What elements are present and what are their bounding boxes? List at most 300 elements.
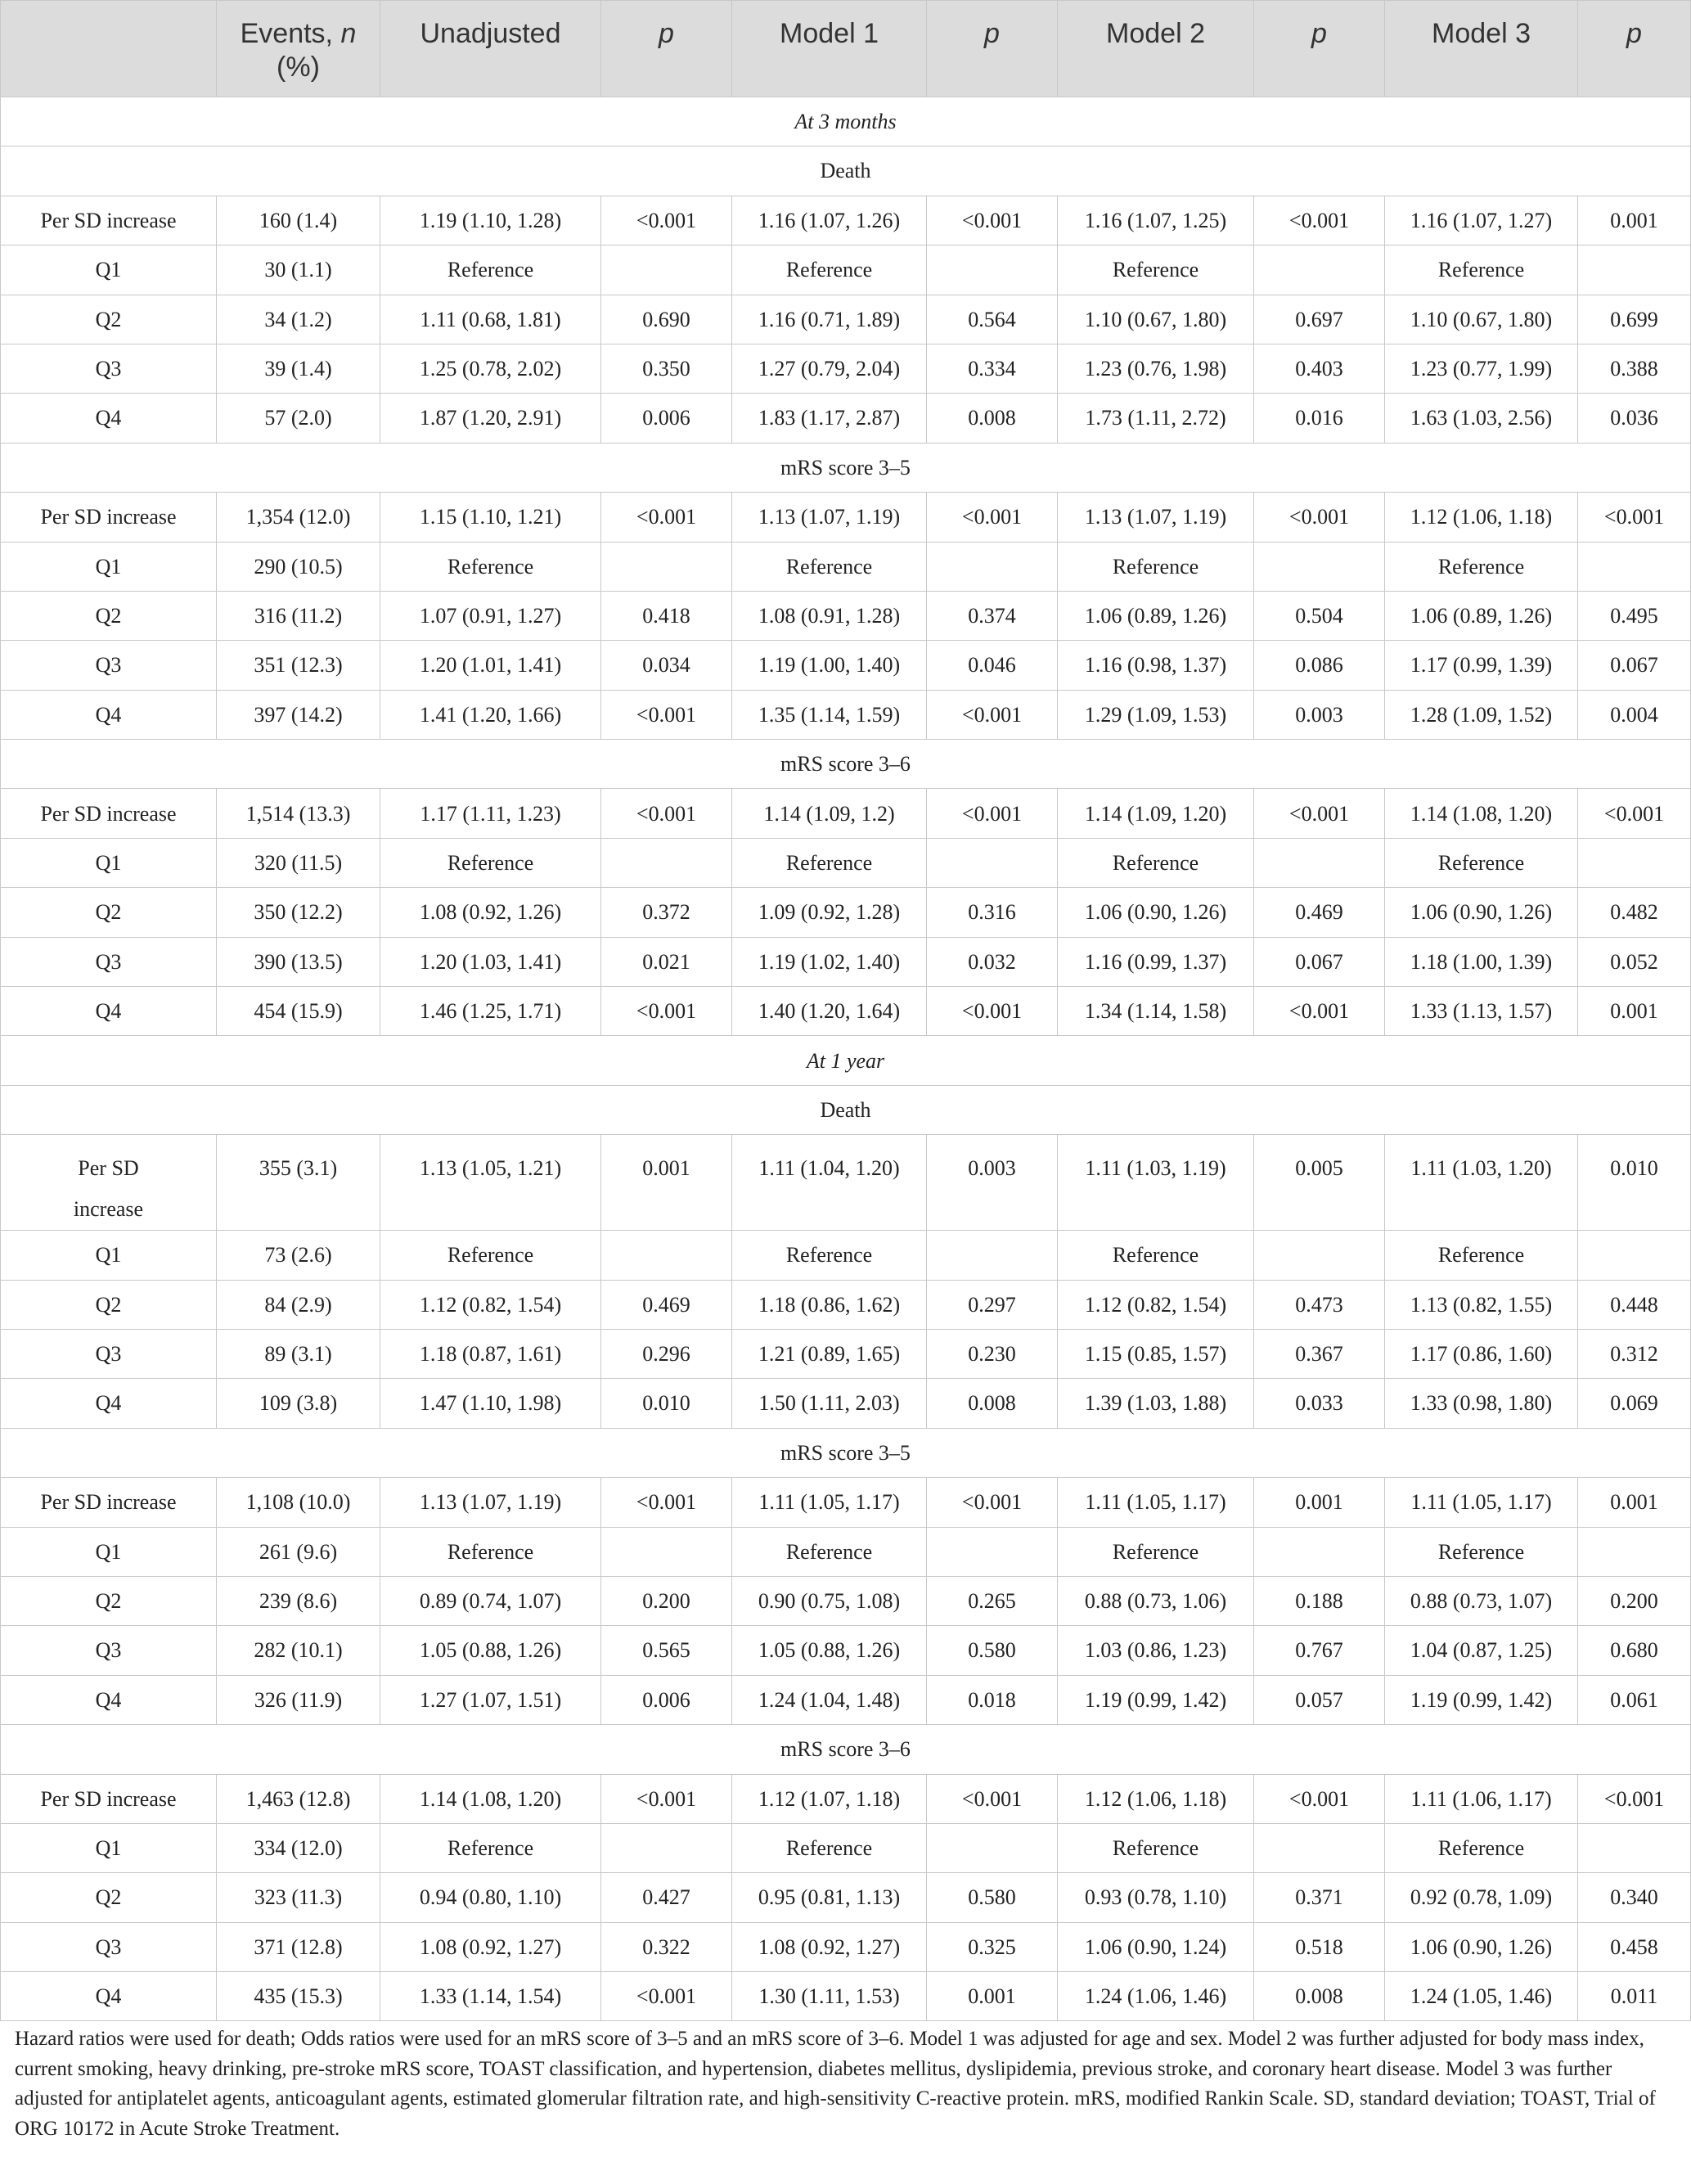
group-row: [1, 443, 1691, 492]
row-label-text: Per SD increase: [73, 1156, 144, 1222]
table-row: [1, 1527, 1691, 1576]
model-1-cell: 1.05 (0.88, 1.26): [732, 1626, 927, 1675]
unadjusted-cell: Reference: [380, 1231, 601, 1280]
model-1-cell: Reference: [732, 1527, 927, 1576]
model-2-cell: 0.88 (0.73, 1.06): [1058, 1576, 1254, 1625]
header-events-n: n: [340, 18, 357, 49]
model-3-cell: Reference: [1385, 245, 1578, 295]
row-label: Q3: [1, 641, 217, 690]
p-unadjusted-cell: [601, 1527, 732, 1576]
p-model-2-cell: 0.003: [1254, 690, 1385, 739]
p-model-1-cell: <0.001: [927, 493, 1058, 542]
model-2-cell: 1.06 (0.90, 1.26): [1058, 888, 1254, 937]
header-label-column: [1, 1, 217, 97]
unadjusted-cell: 1.05 (0.88, 1.26): [380, 1626, 601, 1675]
model-1-cell: 1.27 (0.79, 2.04): [732, 344, 927, 393]
unadjusted-cell: 1.19 (1.10, 1.28): [380, 196, 601, 245]
section-row: [1, 97, 1691, 146]
p-model-3-cell: 0.448: [1578, 1280, 1691, 1329]
model-2-cell: 1.12 (0.82, 1.54): [1058, 1280, 1254, 1329]
events-cell: 282 (10.1): [217, 1626, 380, 1675]
table-row: [1, 245, 1691, 295]
model-1-cell: 0.90 (0.75, 1.08): [732, 1576, 927, 1625]
group-row: [1, 1428, 1691, 1477]
p-model-1-cell: [927, 1527, 1058, 1576]
p-unadjusted-cell: [601, 1231, 732, 1280]
section-title: At 3 months: [1, 97, 1691, 146]
model-1-cell: Reference: [732, 838, 927, 887]
table-row: [1, 1972, 1691, 2021]
row-label: Q3: [1, 1329, 217, 1378]
model-3-cell: 1.13 (0.82, 1.55): [1385, 1280, 1578, 1329]
row-label: Q4: [1, 1379, 217, 1428]
table-row: [1, 1280, 1691, 1329]
p-unadjusted-cell: 0.372: [601, 888, 732, 937]
p-model-2-cell: 0.005: [1254, 1135, 1385, 1231]
p-model-2-cell: 0.008: [1254, 1972, 1385, 2021]
p-model-2-cell: 0.367: [1254, 1329, 1385, 1378]
unadjusted-cell: Reference: [380, 1823, 601, 1872]
model-3-cell: 1.06 (0.90, 1.26): [1385, 1922, 1578, 1971]
header-p-model-1: p: [927, 1, 1058, 97]
p-model-3-cell: [1578, 1527, 1691, 1576]
p-unadjusted-cell: 0.296: [601, 1329, 732, 1378]
group-title: mRS score 3–6: [1, 1725, 1691, 1774]
model-1-cell: 1.83 (1.17, 2.87): [732, 394, 927, 443]
model-1-cell: 0.95 (0.81, 1.13): [732, 1873, 927, 1922]
model-2-cell: Reference: [1058, 542, 1254, 591]
model-1-cell: Reference: [732, 1231, 927, 1280]
row-label: Q1: [1, 1823, 217, 1872]
model-1-cell: 1.19 (1.02, 1.40): [732, 937, 927, 986]
unadjusted-cell: 1.41 (1.20, 1.66): [380, 690, 601, 739]
events-cell: 371 (12.8): [217, 1922, 380, 1971]
p-unadjusted-cell: <0.001: [601, 1478, 732, 1527]
p-model-1-cell: 0.580: [927, 1626, 1058, 1675]
row-label: Per SD increase: [1, 1774, 217, 1823]
p-model-1-cell: 0.334: [927, 344, 1058, 393]
unadjusted-cell: 1.08 (0.92, 1.27): [380, 1922, 601, 1971]
model-2-cell: 1.29 (1.09, 1.53): [1058, 690, 1254, 739]
group-title: mRS score 3–6: [1, 740, 1691, 789]
p-model-3-cell: 0.680: [1578, 1626, 1691, 1675]
events-cell: 89 (3.1): [217, 1329, 380, 1378]
p-unadjusted-cell: 0.034: [601, 641, 732, 690]
unadjusted-cell: 1.17 (1.11, 1.23): [380, 789, 601, 838]
p-model-2-cell: [1254, 1823, 1385, 1872]
p-model-2-cell: 0.504: [1254, 591, 1385, 640]
unadjusted-cell: Reference: [380, 245, 601, 295]
model-2-cell: Reference: [1058, 1527, 1254, 1576]
section-row: [1, 1036, 1691, 1085]
group-title: Death: [1, 146, 1691, 196]
table-row: [1, 1478, 1691, 1527]
header-p-unadjusted: p: [601, 1, 732, 97]
p-model-2-cell: [1254, 1231, 1385, 1280]
model-3-cell: Reference: [1385, 1527, 1578, 1576]
p-model-1-cell: 0.374: [927, 591, 1058, 640]
p-model-1-cell: 0.003: [927, 1135, 1058, 1231]
p-model-2-cell: [1254, 838, 1385, 887]
events-cell: 261 (9.6): [217, 1527, 380, 1576]
events-cell: 326 (11.9): [217, 1675, 380, 1724]
table-header-row: [1, 1, 1691, 97]
p-unadjusted-cell: <0.001: [601, 789, 732, 838]
model-2-cell: 0.93 (0.78, 1.10): [1058, 1873, 1254, 1922]
group-title: mRS score 3–5: [1, 1428, 1691, 1477]
model-2-cell: 1.19 (0.99, 1.42): [1058, 1675, 1254, 1724]
row-label: Q3: [1, 937, 217, 986]
unadjusted-cell: 1.13 (1.07, 1.19): [380, 1478, 601, 1527]
unadjusted-cell: 1.07 (0.91, 1.27): [380, 591, 601, 640]
p-model-1-cell: 0.046: [927, 641, 1058, 690]
row-label: Q1: [1, 1231, 217, 1280]
p-model-3-cell: [1578, 838, 1691, 887]
events-cell: 1,354 (12.0): [217, 493, 380, 542]
events-cell: 1,108 (10.0): [217, 1478, 380, 1527]
header-model-3: Model 3: [1385, 1, 1578, 97]
table-row: [1, 295, 1691, 344]
model-3-cell: Reference: [1385, 838, 1578, 887]
p-unadjusted-cell: <0.001: [601, 690, 732, 739]
p-unadjusted-cell: 0.690: [601, 295, 732, 344]
header-events-suffix: (%): [277, 51, 320, 83]
model-3-cell: 1.19 (0.99, 1.42): [1385, 1675, 1578, 1724]
p-model-2-cell: <0.001: [1254, 1774, 1385, 1823]
events-cell: 350 (12.2): [217, 888, 380, 937]
model-3-cell: 1.14 (1.08, 1.20): [1385, 789, 1578, 838]
events-cell: 109 (3.8): [217, 1379, 380, 1428]
p-model-2-cell: 0.518: [1254, 1922, 1385, 1971]
unadjusted-cell: 0.89 (0.74, 1.07): [380, 1576, 601, 1625]
table-row: [1, 641, 1691, 690]
p-model-2-cell: 0.697: [1254, 295, 1385, 344]
row-label: Per SD increase: [1, 493, 217, 542]
p-model-1-cell: [927, 838, 1058, 887]
p-model-3-cell: 0.052: [1578, 937, 1691, 986]
p-unadjusted-cell: 0.010: [601, 1379, 732, 1428]
table-row: [1, 937, 1691, 986]
header-events: [217, 1, 380, 97]
row-label: Q2: [1, 591, 217, 640]
model-2-cell: 1.73 (1.11, 2.72): [1058, 394, 1254, 443]
p-model-1-cell: [927, 245, 1058, 295]
model-3-cell: 1.16 (1.07, 1.27): [1385, 196, 1578, 245]
unadjusted-cell: 1.12 (0.82, 1.54): [380, 1280, 601, 1329]
group-title: Death: [1, 1085, 1691, 1134]
p-model-1-cell: 0.008: [927, 1379, 1058, 1428]
model-1-cell: 1.16 (0.71, 1.89): [732, 295, 927, 344]
p-model-3-cell: 0.482: [1578, 888, 1691, 937]
unadjusted-cell: 1.18 (0.87, 1.61): [380, 1329, 601, 1378]
p-model-2-cell: 0.473: [1254, 1280, 1385, 1329]
p-unadjusted-cell: 0.427: [601, 1873, 732, 1922]
p-model-3-cell: 0.010: [1578, 1135, 1691, 1231]
header-p-model-2: p: [1254, 1, 1385, 97]
header-model-2: Model 2: [1058, 1, 1254, 97]
model-1-cell: 1.09 (0.92, 1.28): [732, 888, 927, 937]
model-3-cell: Reference: [1385, 542, 1578, 591]
p-model-3-cell: 0.388: [1578, 344, 1691, 393]
table-row: [1, 1135, 1691, 1231]
unadjusted-cell: 1.47 (1.10, 1.98): [380, 1379, 601, 1428]
unadjusted-cell: Reference: [380, 1527, 601, 1576]
model-3-cell: 1.10 (0.67, 1.80): [1385, 295, 1578, 344]
p-model-3-cell: [1578, 542, 1691, 591]
model-2-cell: 1.06 (0.90, 1.24): [1058, 1922, 1254, 1971]
table-row: [1, 1379, 1691, 1428]
model-1-cell: 1.14 (1.09, 1.2): [732, 789, 927, 838]
model-1-cell: Reference: [732, 1823, 927, 1872]
p-model-3-cell: 0.312: [1578, 1329, 1691, 1378]
p-model-3-cell: [1578, 1231, 1691, 1280]
model-1-cell: 1.08 (0.92, 1.27): [732, 1922, 927, 1971]
unadjusted-cell: 1.46 (1.25, 1.71): [380, 987, 601, 1036]
p-model-3-cell: 0.061: [1578, 1675, 1691, 1724]
model-1-cell: 1.18 (0.86, 1.62): [732, 1280, 927, 1329]
events-cell: 435 (15.3): [217, 1972, 380, 2021]
unadjusted-cell: 1.14 (1.08, 1.20): [380, 1774, 601, 1823]
model-2-cell: 1.39 (1.03, 1.88): [1058, 1379, 1254, 1428]
table-row: [1, 196, 1691, 245]
unadjusted-cell: 1.08 (0.92, 1.26): [380, 888, 601, 937]
p-model-1-cell: 0.325: [927, 1922, 1058, 1971]
p-model-3-cell: <0.001: [1578, 789, 1691, 838]
p-unadjusted-cell: 0.565: [601, 1626, 732, 1675]
p-model-3-cell: 0.001: [1578, 1478, 1691, 1527]
p-unadjusted-cell: 0.021: [601, 937, 732, 986]
events-cell: 390 (13.5): [217, 937, 380, 986]
model-3-cell: 0.92 (0.78, 1.09): [1385, 1873, 1578, 1922]
events-cell: 34 (1.2): [217, 295, 380, 344]
row-label: Q4: [1, 690, 217, 739]
model-2-cell: Reference: [1058, 1231, 1254, 1280]
p-model-2-cell: [1254, 542, 1385, 591]
model-2-cell: 1.24 (1.06, 1.46): [1058, 1972, 1254, 2021]
model-2-cell: 1.34 (1.14, 1.58): [1058, 987, 1254, 1036]
row-label: Per SD increase: [1, 789, 217, 838]
model-3-cell: 1.63 (1.03, 2.56): [1385, 394, 1578, 443]
p-model-3-cell: 0.458: [1578, 1922, 1691, 1971]
p-model-3-cell: 0.011: [1578, 1972, 1691, 2021]
group-row: [1, 1725, 1691, 1774]
table-row: [1, 987, 1691, 1036]
unadjusted-cell: 1.20 (1.01, 1.41): [380, 641, 601, 690]
p-model-3-cell: 0.001: [1578, 196, 1691, 245]
p-unadjusted-cell: <0.001: [601, 987, 732, 1036]
model-1-cell: 1.12 (1.07, 1.18): [732, 1774, 927, 1823]
table-row: [1, 690, 1691, 739]
model-2-cell: Reference: [1058, 1823, 1254, 1872]
p-unadjusted-cell: 0.350: [601, 344, 732, 393]
model-2-cell: Reference: [1058, 838, 1254, 887]
p-model-1-cell: <0.001: [927, 690, 1058, 739]
model-3-cell: Reference: [1385, 1231, 1578, 1280]
table-row: [1, 542, 1691, 591]
header-unadjusted: Unadjusted: [380, 1, 601, 97]
events-cell: 316 (11.2): [217, 591, 380, 640]
table-row: [1, 493, 1691, 542]
p-model-3-cell: <0.001: [1578, 1774, 1691, 1823]
model-2-cell: Reference: [1058, 245, 1254, 295]
model-1-cell: 1.30 (1.11, 1.53): [732, 1972, 927, 2021]
p-model-2-cell: 0.016: [1254, 394, 1385, 443]
table-row: [1, 1626, 1691, 1675]
model-2-cell: 1.16 (0.99, 1.37): [1058, 937, 1254, 986]
p-model-1-cell: <0.001: [927, 1774, 1058, 1823]
model-3-cell: 1.23 (0.77, 1.99): [1385, 344, 1578, 393]
p-model-1-cell: 0.032: [927, 937, 1058, 986]
section-title: At 1 year: [1, 1036, 1691, 1085]
p-model-2-cell: <0.001: [1254, 493, 1385, 542]
model-3-cell: 1.17 (0.99, 1.39): [1385, 641, 1578, 690]
header-events-prefix: Events,: [240, 18, 341, 49]
header-p-model-3: p: [1578, 1, 1691, 97]
events-cell: 73 (2.6): [217, 1231, 380, 1280]
p-unadjusted-cell: 0.418: [601, 591, 732, 640]
model-3-cell: 0.88 (0.73, 1.07): [1385, 1576, 1578, 1625]
model-1-cell: Reference: [732, 245, 927, 295]
p-model-3-cell: 0.036: [1578, 394, 1691, 443]
model-1-cell: 1.11 (1.05, 1.17): [732, 1478, 927, 1527]
p-unadjusted-cell: <0.001: [601, 196, 732, 245]
table-row: [1, 1231, 1691, 1280]
p-model-1-cell: [927, 1823, 1058, 1872]
model-2-cell: 1.12 (1.06, 1.18): [1058, 1774, 1254, 1823]
model-1-cell: 1.35 (1.14, 1.59): [732, 690, 927, 739]
events-cell: 30 (1.1): [217, 245, 380, 295]
row-label: Q1: [1, 838, 217, 887]
model-2-cell: 1.10 (0.67, 1.80): [1058, 295, 1254, 344]
table-row: [1, 394, 1691, 443]
p-unadjusted-cell: <0.001: [601, 1972, 732, 2021]
events-cell: 239 (8.6): [217, 1576, 380, 1625]
row-label: Q3: [1, 1922, 217, 1971]
p-model-2-cell: 0.057: [1254, 1675, 1385, 1724]
unadjusted-cell: 1.27 (1.07, 1.51): [380, 1675, 601, 1724]
model-2-cell: 1.14 (1.09, 1.20): [1058, 789, 1254, 838]
events-cell: 1,514 (13.3): [217, 789, 380, 838]
model-2-cell: 1.16 (0.98, 1.37): [1058, 641, 1254, 690]
p-model-1-cell: 0.297: [927, 1280, 1058, 1329]
p-unadjusted-cell: 0.006: [601, 1675, 732, 1724]
model-3-cell: 1.04 (0.87, 1.25): [1385, 1626, 1578, 1675]
row-label: [1, 1135, 217, 1231]
model-3-cell: 1.24 (1.05, 1.46): [1385, 1972, 1578, 2021]
table-row: [1, 344, 1691, 393]
p-model-1-cell: 0.265: [927, 1576, 1058, 1625]
table-body: [1, 97, 1691, 2021]
model-3-cell: 1.11 (1.06, 1.17): [1385, 1774, 1578, 1823]
row-label: Q2: [1, 1576, 217, 1625]
p-model-2-cell: 0.086: [1254, 641, 1385, 690]
events-cell: 334 (12.0): [217, 1823, 380, 1872]
unadjusted-cell: 1.15 (1.10, 1.21): [380, 493, 601, 542]
row-label: Q2: [1, 1873, 217, 1922]
row-label: Q2: [1, 888, 217, 937]
events-cell: 39 (1.4): [217, 344, 380, 393]
p-unadjusted-cell: [601, 245, 732, 295]
model-2-cell: 1.16 (1.07, 1.25): [1058, 196, 1254, 245]
p-model-1-cell: [927, 542, 1058, 591]
p-model-1-cell: 0.316: [927, 888, 1058, 937]
events-cell: 1,463 (12.8): [217, 1774, 380, 1823]
group-row: [1, 1085, 1691, 1134]
model-1-cell: 1.24 (1.04, 1.48): [732, 1675, 927, 1724]
p-unadjusted-cell: [601, 838, 732, 887]
row-label: Q1: [1, 1527, 217, 1576]
model-2-cell: 1.15 (0.85, 1.57): [1058, 1329, 1254, 1378]
model-1-cell: 1.50 (1.11, 2.03): [732, 1379, 927, 1428]
p-model-1-cell: 0.001: [927, 1972, 1058, 2021]
row-label: Q4: [1, 987, 217, 1036]
model-2-cell: 1.03 (0.86, 1.23): [1058, 1626, 1254, 1675]
group-row: [1, 740, 1691, 789]
row-label: Per SD increase: [1, 1478, 217, 1527]
p-model-3-cell: 0.067: [1578, 641, 1691, 690]
model-3-cell: 1.11 (1.05, 1.17): [1385, 1478, 1578, 1527]
p-model-3-cell: 0.200: [1578, 1576, 1691, 1625]
model-3-cell: 1.28 (1.09, 1.52): [1385, 690, 1578, 739]
table-row: [1, 591, 1691, 640]
model-3-cell: Reference: [1385, 1823, 1578, 1872]
p-model-2-cell: <0.001: [1254, 196, 1385, 245]
p-model-3-cell: <0.001: [1578, 493, 1691, 542]
unadjusted-cell: 1.87 (1.20, 2.91): [380, 394, 601, 443]
p-unadjusted-cell: <0.001: [601, 493, 732, 542]
row-label: Q1: [1, 542, 217, 591]
events-cell: 355 (3.1): [217, 1135, 380, 1231]
p-model-3-cell: 0.340: [1578, 1873, 1691, 1922]
p-model-1-cell: 0.230: [927, 1329, 1058, 1378]
p-model-2-cell: [1254, 1527, 1385, 1576]
header-model-1: Model 1: [732, 1, 927, 97]
unadjusted-cell: 1.11 (0.68, 1.81): [380, 295, 601, 344]
p-model-1-cell: 0.564: [927, 295, 1058, 344]
model-1-cell: 1.13 (1.07, 1.19): [732, 493, 927, 542]
p-model-1-cell: <0.001: [927, 987, 1058, 1036]
p-model-3-cell: [1578, 245, 1691, 295]
p-model-3-cell: 0.004: [1578, 690, 1691, 739]
p-unadjusted-cell: 0.322: [601, 1922, 732, 1971]
p-unadjusted-cell: [601, 1823, 732, 1872]
model-3-cell: 1.06 (0.89, 1.26): [1385, 591, 1578, 640]
unadjusted-cell: 1.33 (1.14, 1.54): [380, 1972, 601, 2021]
p-model-2-cell: 0.469: [1254, 888, 1385, 937]
row-label: Q4: [1, 1972, 217, 2021]
p-model-2-cell: <0.001: [1254, 987, 1385, 1036]
model-1-cell: 1.08 (0.91, 1.28): [732, 591, 927, 640]
model-3-cell: 1.12 (1.06, 1.18): [1385, 493, 1578, 542]
unadjusted-cell: 0.94 (0.80, 1.10): [380, 1873, 601, 1922]
model-1-cell: Reference: [732, 542, 927, 591]
group-title: mRS score 3–5: [1, 443, 1691, 492]
p-model-1-cell: <0.001: [927, 196, 1058, 245]
unadjusted-cell: 1.13 (1.05, 1.21): [380, 1135, 601, 1231]
model-1-cell: 1.40 (1.20, 1.64): [732, 987, 927, 1036]
model-2-cell: 1.23 (0.76, 1.98): [1058, 344, 1254, 393]
model-3-cell: 1.06 (0.90, 1.26): [1385, 888, 1578, 937]
p-model-2-cell: 0.001: [1254, 1478, 1385, 1527]
row-label: Q1: [1, 245, 217, 295]
row-label: Q4: [1, 1675, 217, 1724]
row-label: Q2: [1, 295, 217, 344]
events-cell: 160 (1.4): [217, 196, 380, 245]
model-1-cell: 1.16 (1.07, 1.26): [732, 196, 927, 245]
row-label: Q4: [1, 394, 217, 443]
row-label: Per SD increase: [1, 196, 217, 245]
p-model-3-cell: [1578, 1823, 1691, 1872]
